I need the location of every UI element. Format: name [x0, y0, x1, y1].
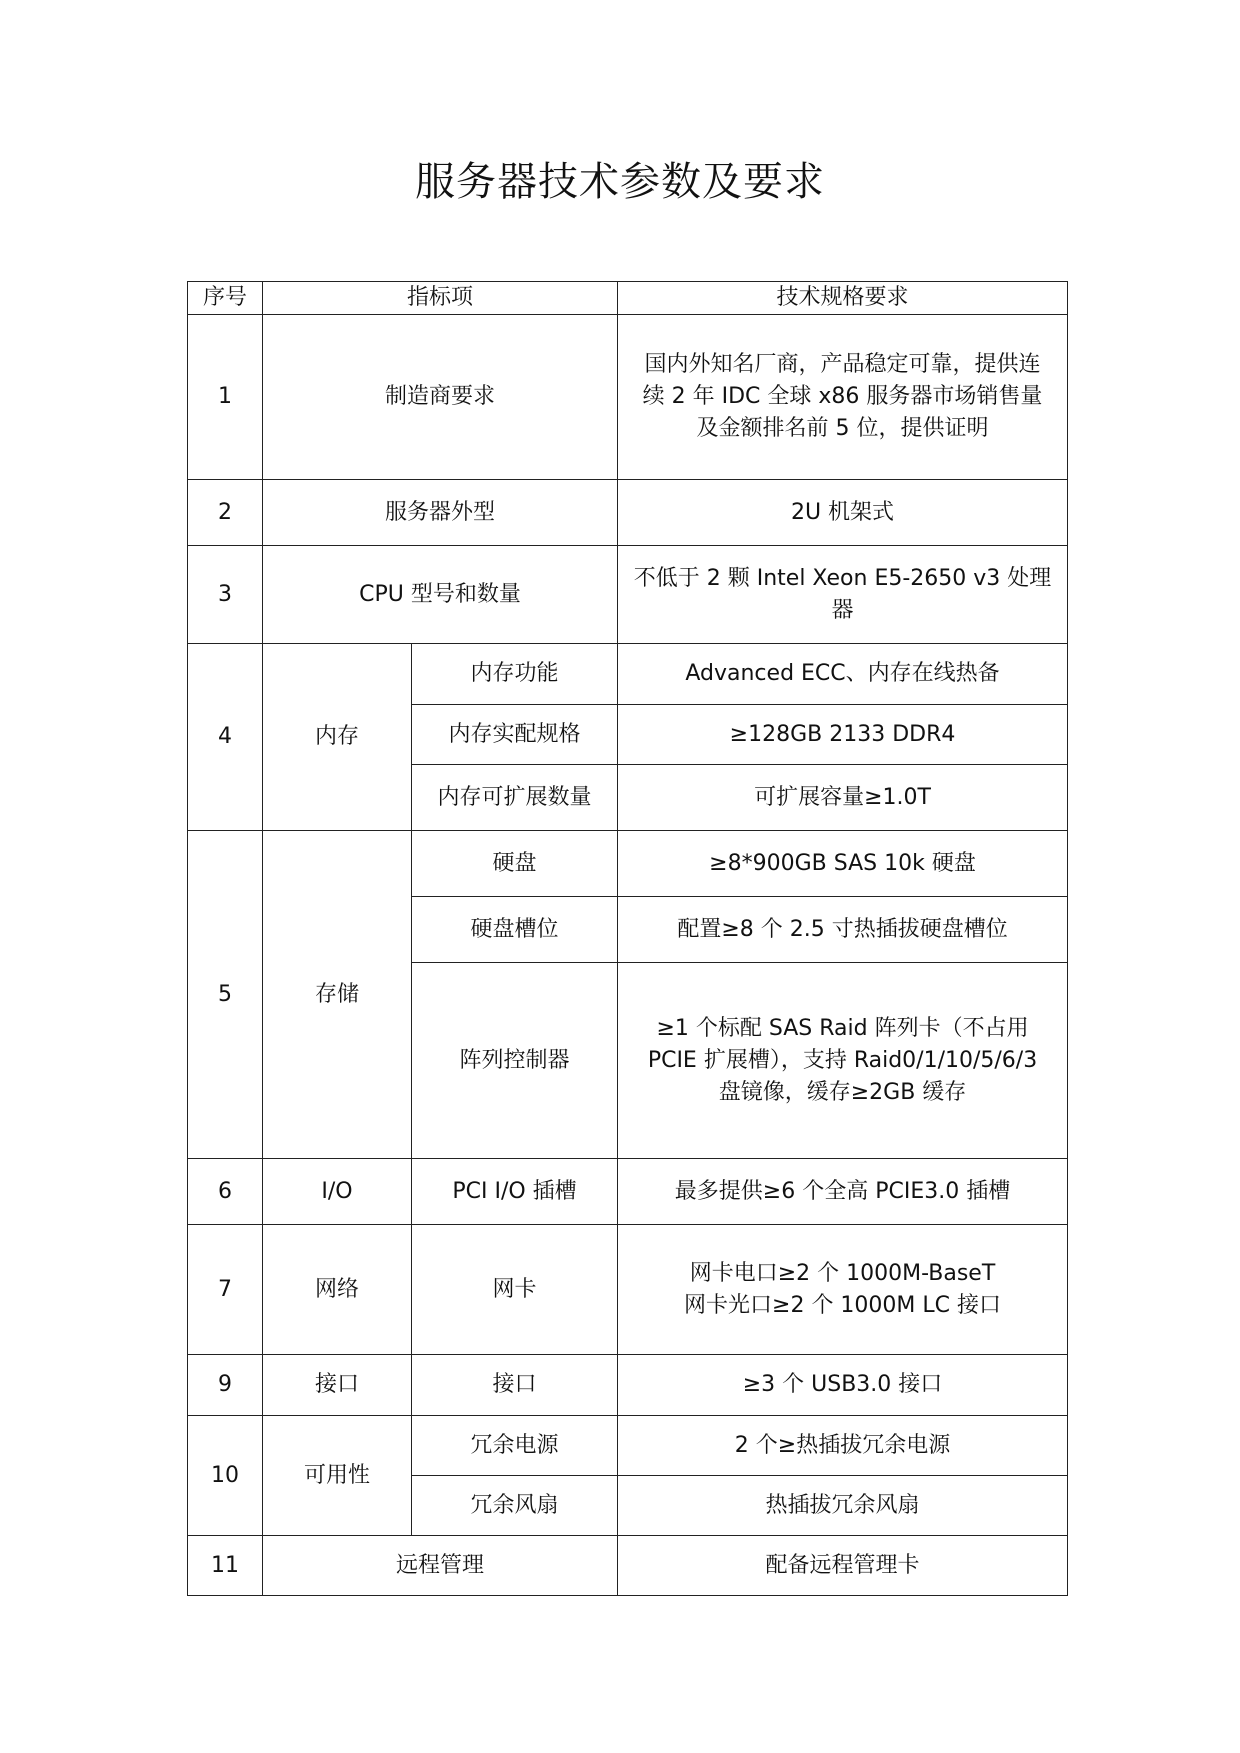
row-item: 内存可扩展数量	[412, 765, 618, 831]
spec-line: PCIE 扩展槽），支持 Raid0/1/10/5/6/3	[647, 1047, 1038, 1073]
row-item: 网卡	[412, 1225, 618, 1355]
row-seq: 2	[188, 480, 263, 546]
row-seq: 5	[188, 831, 263, 1159]
row-spec: 最多提供≥6 个全高 PCIE3.0 插槽	[618, 1159, 1068, 1225]
spec-line: 不低于 2 颗 Intel Xeon E5-2650 v3 处理	[633, 565, 1052, 591]
row-item: 内存实配规格	[412, 705, 618, 765]
spec-line: 网卡光口≥2 个 1000M LC 接口	[684, 1292, 1002, 1318]
header-spec: 技术规格要求	[618, 282, 1068, 315]
row-spec	[618, 1225, 1068, 1355]
spec-line: 网卡电口≥2 个 1000M-BaseT	[689, 1260, 996, 1286]
table-row	[188, 315, 1068, 480]
table-row	[188, 1416, 1068, 1476]
table-row	[188, 1159, 1068, 1225]
spec-line: 国内外知名厂商，产品稳定可靠，提供连	[644, 352, 1041, 377]
row-spec: ≥8*900GB SAS 10k 硬盘	[618, 831, 1068, 897]
spec-line: 盘镜像，缓存≥2GB 缓存	[718, 1079, 967, 1105]
row-item: 硬盘槽位	[412, 897, 618, 963]
document-title: 服务器技术参数及要求	[415, 159, 825, 205]
row-seq: 1	[188, 315, 263, 480]
row-category: I/O	[263, 1159, 412, 1225]
table-header-row	[188, 282, 1068, 315]
row-item: 硬盘	[412, 831, 618, 897]
row-spec: 可扩展容量≥1.0T	[618, 765, 1068, 831]
table-row	[188, 644, 1068, 705]
row-item: PCI I/O 插槽	[412, 1159, 618, 1225]
row-seq: 11	[188, 1536, 263, 1596]
row-item: 内存功能	[412, 644, 618, 705]
row-seq: 4	[188, 644, 263, 831]
spec-line: 器	[831, 597, 854, 623]
row-seq: 3	[188, 546, 263, 644]
row-category: 可用性	[263, 1416, 412, 1536]
row-spec	[618, 546, 1068, 644]
row-item: 接口	[412, 1355, 618, 1416]
spec-line: 续 2 年 IDC 全球 x86 服务器市场销售量	[642, 384, 1043, 409]
row-seq: 9	[188, 1355, 263, 1416]
spec-line: 及金额排名前 5 位，提供证明	[696, 416, 989, 441]
row-category: 网络	[263, 1225, 412, 1355]
table-row	[188, 1355, 1068, 1416]
row-item: 制造商要求	[263, 315, 618, 480]
row-item: 冗余风扇	[412, 1476, 618, 1536]
row-spec: 热插拔冗余风扇	[618, 1476, 1068, 1536]
header-seq: 序号	[188, 282, 263, 315]
row-category: 内存	[263, 644, 412, 831]
table-row	[188, 1225, 1068, 1355]
row-spec: Advanced ECC、内存在线热备	[618, 644, 1068, 705]
row-seq: 7	[188, 1225, 263, 1355]
table-row	[188, 480, 1068, 546]
row-category: 接口	[263, 1355, 412, 1416]
row-spec: 配备远程管理卡	[618, 1536, 1068, 1596]
row-spec: ≥128GB 2133 DDR4	[618, 705, 1068, 765]
spec-line: ≥1 个标配 SAS Raid 阵列卡（不占用	[656, 1015, 1029, 1041]
row-seq: 10	[188, 1416, 263, 1536]
row-item: 阵列控制器	[412, 963, 618, 1159]
table-row	[188, 546, 1068, 644]
row-spec: 2U 机架式	[618, 480, 1068, 546]
table-row	[188, 831, 1068, 897]
table-row	[188, 1536, 1068, 1596]
row-spec: 配置≥8 个 2.5 寸热插拔硬盘槽位	[618, 897, 1068, 963]
row-spec: ≥3 个 USB3.0 接口	[618, 1355, 1068, 1416]
spec-table	[187, 281, 1068, 1596]
row-spec	[618, 963, 1068, 1159]
row-seq: 6	[188, 1159, 263, 1225]
row-spec: 2 个≥热插拔冗余电源	[618, 1416, 1068, 1476]
header-item: 指标项	[263, 282, 618, 315]
row-item: 远程管理	[263, 1536, 618, 1596]
row-item: CPU 型号和数量	[263, 546, 618, 644]
row-spec	[618, 315, 1068, 480]
row-category: 存储	[263, 831, 412, 1159]
row-item: 冗余电源	[412, 1416, 618, 1476]
row-item: 服务器外型	[263, 480, 618, 546]
